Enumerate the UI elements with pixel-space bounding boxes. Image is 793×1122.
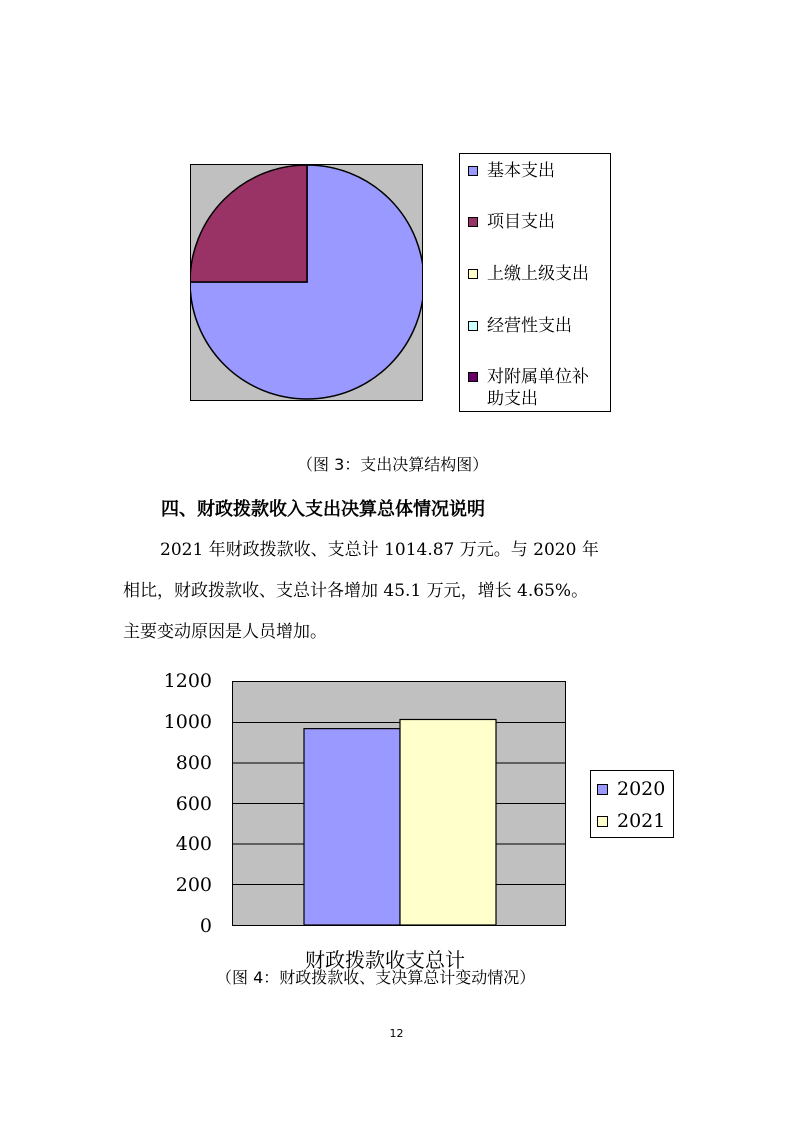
legend-label-line2: 助支出 xyxy=(487,389,538,409)
legend-label: 上缴上级支出 xyxy=(487,264,589,284)
figure-caption-4: （图 4：财政拨款收、支决算总计变动情况） xyxy=(216,968,536,987)
legend-swatch xyxy=(468,217,478,227)
figure-caption-3: （图 3：支出决算结构图） xyxy=(297,455,489,474)
paragraph-line-3: 主要变动原因是人员增加。 xyxy=(123,622,327,642)
legend-swatch xyxy=(468,372,478,382)
legend-label: 基本支出 xyxy=(487,161,555,181)
paragraph-line-2: 相比，财政拨款收、支总计各增加 45.1 万元，增长 4.65%。 xyxy=(123,581,589,601)
legend-swatch xyxy=(468,166,478,176)
bar-2020 xyxy=(304,729,400,925)
page-number: 12 xyxy=(389,1027,404,1040)
y-tick-label: 800 xyxy=(175,751,212,774)
y-tick-label: 200 xyxy=(175,874,212,897)
x-axis-category-label: 财政拨款收支总计 xyxy=(305,948,465,972)
y-tick-label: 400 xyxy=(175,833,212,856)
section-heading: 四、财政拨款收入支出决算总体情况说明 xyxy=(161,499,485,520)
pie-slice-1 xyxy=(191,165,307,282)
paragraph-line-1: 2021 年财政拨款收、支总计 1014.87 万元。与 2020 年 xyxy=(160,540,599,560)
legend-label: 项目支出 xyxy=(487,212,555,232)
legend-label-line1: 对附属单位补 xyxy=(487,367,589,387)
legend-label: 经营性支出 xyxy=(487,316,572,336)
bar-chart-legend xyxy=(590,770,674,838)
legend-swatch xyxy=(468,321,478,331)
bar-chart-plot-area xyxy=(232,681,566,926)
y-tick-label: 600 xyxy=(175,792,212,815)
bar-chart xyxy=(233,682,565,925)
y-tick-label: 1200 xyxy=(163,670,212,692)
pie-chart-legend xyxy=(459,153,611,412)
bar-2021 xyxy=(400,719,496,925)
pie-chart-plot-area xyxy=(190,164,423,401)
y-tick-label: 1000 xyxy=(163,710,212,733)
legend-label: 2021 xyxy=(617,810,666,832)
legend-swatch xyxy=(597,784,608,795)
legend-swatch xyxy=(468,269,478,279)
legend-label: 2020 xyxy=(617,778,666,800)
y-tick-label: 0 xyxy=(199,915,212,937)
legend-swatch xyxy=(597,816,608,827)
pie-chart xyxy=(191,165,422,400)
